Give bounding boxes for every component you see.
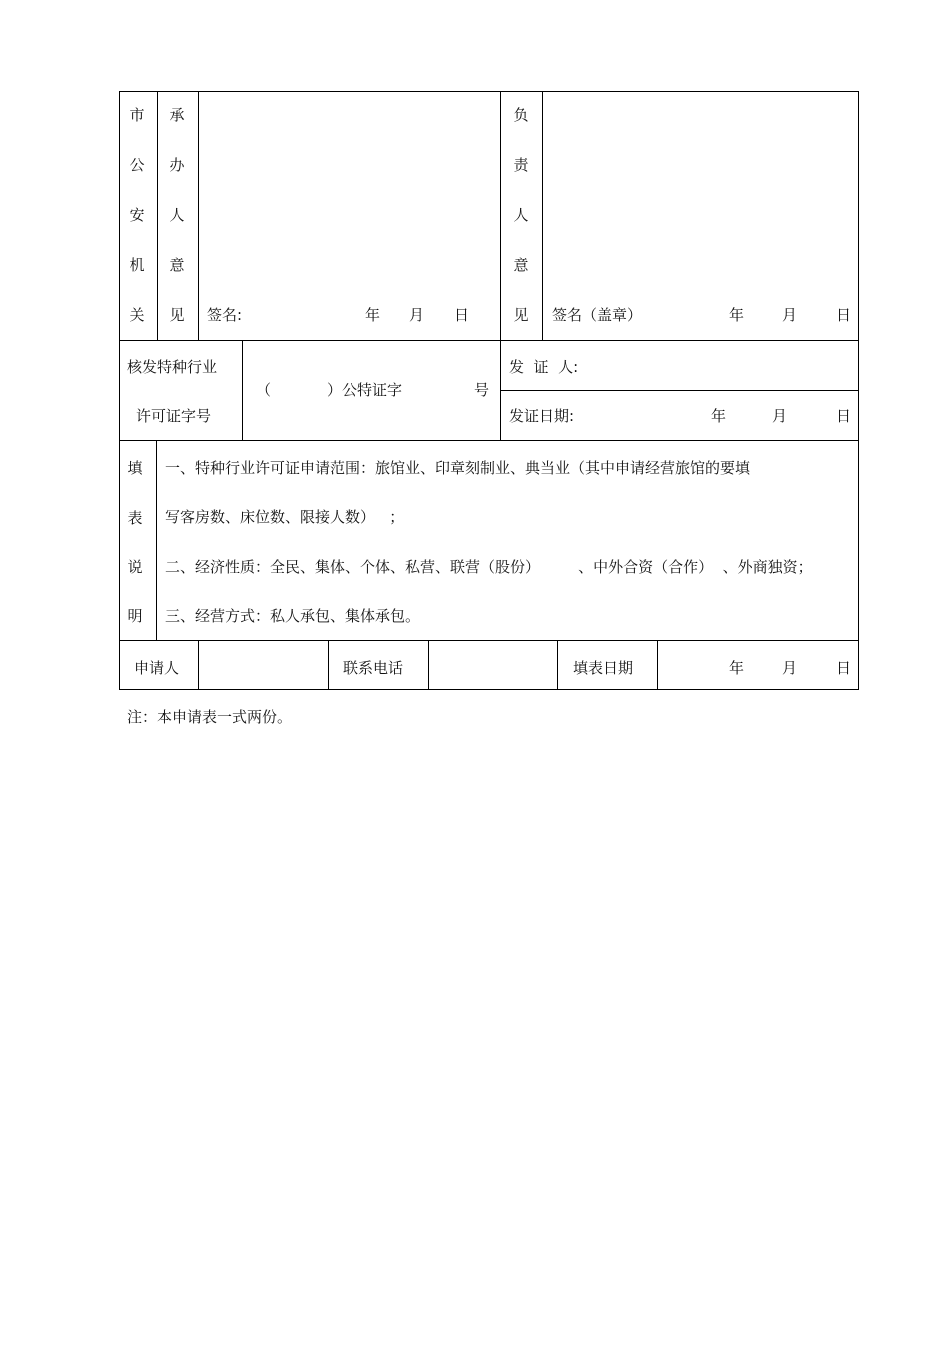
license-number-label-2: 许可证字号	[136, 407, 212, 425]
phone-label: 联系电话	[343, 659, 404, 677]
instruction-line-2: 写客房数、床位数、限接人数） ；	[165, 508, 405, 526]
col-divider-handler	[198, 91, 199, 340]
handler-date-year: 年	[365, 306, 381, 324]
issue-date-month: 月	[772, 407, 788, 425]
col-divider-instructions	[156, 440, 157, 640]
issue-date-label: 发证日期:	[509, 407, 575, 425]
row-divider-3	[119, 640, 859, 641]
issuer-label: 发 证 人:	[509, 358, 579, 376]
city-police-label: 市 公 安 机 关	[129, 106, 145, 324]
row-divider-2	[119, 440, 859, 441]
leader-date-day: 日	[836, 306, 852, 324]
col-divider-leader	[542, 91, 543, 340]
handler-opinion-label: 承 办 人 意 见	[169, 106, 185, 324]
leader-opinion-label: 负 责 人 意 见	[513, 106, 529, 324]
row-divider-issuer	[500, 390, 859, 391]
fill-date-day: 日	[836, 659, 852, 677]
fill-date-month: 月	[782, 659, 798, 677]
col-divider-footer-4	[557, 640, 558, 690]
applicant-label: 申请人	[134, 659, 180, 677]
instruction-line-4: 三、经营方式：私人承包、集体承包。	[165, 607, 421, 625]
instructions-label: 填 表 说 明	[127, 459, 143, 625]
handler-date-day: 日	[454, 306, 470, 324]
leader-date-month: 月	[782, 306, 798, 324]
col-divider-police	[157, 91, 158, 340]
instruction-line-3: 二、经济性质：全民、集体、个体、私营、联营（股份） 、中外合资（合作） 、外商独资；	[165, 558, 813, 576]
footnote: 注：本申请表一式两份。	[127, 708, 293, 726]
leader-date-year: 年	[729, 306, 745, 324]
license-format-open: （	[256, 381, 272, 399]
fill-date-year: 年	[729, 659, 745, 677]
issue-date-day: 日	[836, 407, 852, 425]
col-divider-footer-1	[198, 640, 199, 690]
instruction-line-1: 一、特种行业许可证申请范围：旅馆业、印章刻制业、典当业（其中申请经营旅馆的要填	[165, 459, 751, 477]
col-divider-middle	[500, 91, 501, 440]
license-format-mid: ）公特证字	[327, 381, 403, 399]
col-divider-footer-2	[328, 640, 329, 690]
col-divider-footer-3	[428, 640, 429, 690]
col-divider-license	[242, 340, 243, 440]
license-number-label-1: 核发特种行业	[127, 358, 218, 376]
leader-signature-label: 签名（盖章）	[552, 306, 643, 324]
issue-date-year: 年	[711, 407, 727, 425]
row-divider-1	[119, 340, 859, 341]
license-format-end: 号	[474, 381, 490, 399]
handler-signature-label: 签名:	[207, 306, 243, 324]
col-divider-footer-5	[657, 640, 658, 690]
fill-date-label: 填表日期	[573, 659, 634, 677]
handler-date-month: 月	[409, 306, 425, 324]
